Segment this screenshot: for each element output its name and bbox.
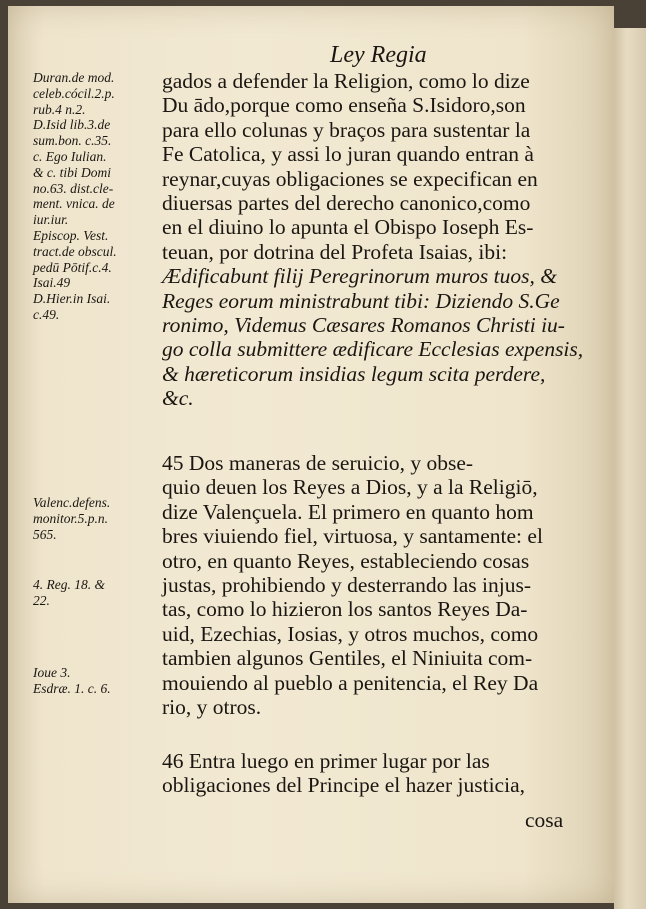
margin-note-line: & c. tibi Domi [33,164,111,180]
text-line: mouiendo al pueblo a penitencia, el Rey Da [162,670,539,695]
page-edge [614,28,646,909]
text-line: dize Valençuela. El primero en quanto hom [162,499,534,524]
paragraph-46 [162,749,582,798]
margin-note-4 [33,665,157,697]
margin-note-line: ment. vnica. de [33,196,115,212]
text-line: justas, prohibiendo y desterrando las injus- [162,572,532,597]
text-line: rio, y otros. [162,694,262,719]
margin-note-line: Isai.49 [33,275,71,291]
margin-note-3 [33,577,157,609]
margin-note-line: monitor.5.p.n. [33,510,109,526]
text-line: otro, en quanto Reyes, estableciendo cosas [162,548,530,573]
text-line: teuan, por dotrina del Profeta Isaias, ibi: [162,239,508,264]
text-line: &c. [162,386,194,411]
margin-note-line: Episcop. Vest. [33,227,109,243]
text-line: go colla submittere ædificare Ecclesias expensis, [162,337,584,362]
margin-note-line: celeb.cócil.2.p. [33,85,115,101]
margin-note-line: 565. [33,526,57,542]
margin-note-line: rub.4 n.2. [33,101,86,117]
text-line: gados a defender la Religion, como lo dize [162,69,530,93]
margin-note-2 [33,495,157,542]
text-line: & hæreticorum insidias legum scita perdere, [162,361,546,386]
margin-note-line: D.Hier.in Isai. [33,291,111,307]
text-line: Ædificabunt filij Peregrinorum muros tuos, & [162,264,557,289]
text-line: quio deuen los Reyes a Dios, y a la Religiō, [162,475,538,500]
margin-note-line: c. Ego Iulian. [33,148,107,164]
margin-note-line: Valenc.defens. [33,495,111,510]
text-line: tambien algunos Gentiles, el Niniuita com- [162,646,533,671]
margin-note-line: pedū Pōtif.c.4. [33,259,112,275]
margin-note-line: no.63. dist.cle- [33,180,114,196]
margin-note-line: iur.iur. [33,212,69,228]
margin-note-line: 22. [33,592,50,608]
text-line: en el diuino lo apunta el Obispo Ioseph Es- [162,215,534,240]
text-line: 45 Dos maneras de seruicio, y obse- [162,451,474,475]
text-line: obligaciones del Principe el hazer justicia, [162,773,525,798]
text-line: tas, como lo hizieron los santos Reyes Da- [162,597,528,622]
margin-note-line: D.Isid lib.3.de [33,117,111,133]
text-line: ronimo, Videmus Cæsares Romanos Christi iu- [162,312,565,337]
text-line: 46 Entra luego en primer lugar por las [162,749,490,773]
margin-note-line: tract.de obscul. [33,243,117,259]
paragraph-45 [162,451,582,719]
text-line: Reges eorum ministrabunt tibi: Diziendo S.Ge [162,288,560,313]
text-line: reynar,cuyas obligaciones se expecifican en [162,166,538,191]
margin-note-1 [33,70,157,323]
margin-note-line: c.49. [33,306,60,322]
margin-note-line: 4. Reg. 18. & [33,577,105,592]
text-line: Du ādo,porque como enseña S.Isidoro,son [162,93,526,118]
text-line: uid, Ezechias, Iosias, y otros muchos, como [162,621,539,646]
margin-note-line: Ioue 3. [33,665,71,680]
text-line: Fe Catolica, y assi lo juran quando entran à [162,142,534,167]
paragraph-1 [162,69,582,410]
text-line: diuersas partes del derecho canonico,como [162,190,531,215]
running-title: Ley Regia [330,42,427,68]
catchword: cosa [525,808,564,832]
text-line: para ello colunas y braços para sustentar la [162,117,531,142]
margin-note-line: Esdræ. 1. c. 6. [33,680,111,696]
margin-note-line: sum.bon. c.35. [33,133,112,149]
text-line: bres viuiendo fiel, virtuosa, y santamente: el [162,524,543,549]
margin-note-line: Duran.de mod. [33,70,115,85]
